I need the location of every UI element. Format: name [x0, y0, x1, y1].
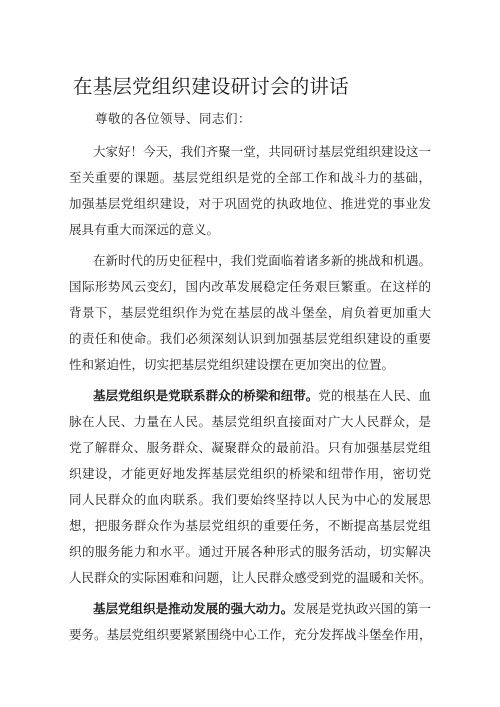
line-text: 要务。基层党组织要紧紧围绕中心工作，充分发挥战斗堡垒作用， [69, 627, 432, 642]
paragraph-line [69, 513, 431, 539]
line-text: 党的根基在人民、血 [318, 388, 431, 403]
line-text: 发展是党执政兴国的第一 [293, 601, 431, 616]
lead-sentence: 基层党组织是党联系群众的桥梁和纽带。 [93, 388, 319, 403]
paragraph-line [69, 274, 431, 300]
line-text: 织建设，才能更好地发挥基层党组织的桥梁和纽带作用，密切党 [69, 466, 431, 481]
paragraph-line [69, 217, 431, 243]
line-text: 国际形势风云变幻，国内改革发展稳定任务艰巨繁重。在这样的 [69, 279, 431, 294]
line-text: 想，把服务群众作为基层党组织的重要任务，不断提高基层党组 [69, 518, 431, 533]
paragraph-line [69, 248, 431, 274]
line-text: 同人民群众的血肉联系。我们要始终坚持以人民为中心的发展思 [69, 492, 431, 507]
line-text: 至关重要的课题。基层党组织是党的全部工作和战斗力的基础， [69, 170, 431, 185]
paragraph-line [69, 326, 431, 352]
document-body [69, 139, 431, 648]
paragraph [69, 139, 431, 243]
paragraph-line [69, 191, 431, 217]
line-text: 性和紧迫性，切实把基层党组织建设摆在更加突出的位置。 [69, 357, 395, 372]
paragraph-line [69, 352, 431, 378]
line-text: 脉在人民、力量在人民。基层党组织直接面对广大人民群众，是 [69, 414, 431, 429]
line-text: 加强基层党组织建设，对于巩固党的执政地位、推进党的事业发 [69, 196, 431, 211]
lead-sentence: 基层党组织是推动发展的强大动力。 [93, 601, 294, 616]
paragraph [69, 596, 431, 648]
paragraph-line [69, 487, 431, 513]
paragraph-line [69, 300, 431, 326]
paragraph [69, 248, 431, 378]
line-text: 大家好！今天，我们齐聚一堂，共同研讨基层党组织建设这一 [93, 144, 431, 159]
line-text: 织的服务能力和水平。通过开展各种形式的服务活动，切实解决 [69, 544, 431, 559]
paragraph-line [69, 435, 431, 461]
paragraph-line [69, 596, 431, 622]
paragraph-line [69, 383, 431, 409]
line-text: 在新时代的历史征程中，我们党面临着诸多新的挑战和机遇。 [93, 253, 431, 268]
paragraph-line [69, 165, 431, 191]
paragraph [69, 383, 431, 591]
line-text: 人民群众的实际困难和问题，让人民群众感受到党的温暖和关怀。 [69, 570, 432, 585]
line-text: 展具有重大而深远的意义。 [69, 222, 220, 237]
paragraph-line [69, 622, 431, 648]
paragraph-line [69, 409, 431, 435]
document-title: 在基层党组织建设研讨会的讲话 [73, 75, 349, 98]
paragraph-line [69, 139, 431, 165]
greeting: 尊敬的各位领导、同志们： [95, 111, 252, 126]
paragraph-line [69, 539, 431, 565]
paragraph-line [69, 565, 431, 591]
line-text: 的责任和使命。我们必须深刻认识到加强基层党组织建设的重要 [69, 331, 431, 346]
line-text: 背景下，基层党组织作为党在基层的战斗堡垒，肩负着更加重大 [69, 305, 431, 320]
paragraph-line [69, 461, 431, 487]
line-text: 党了解群众、服务群众、凝聚群众的最前沿。只有加强基层党组 [69, 440, 431, 455]
